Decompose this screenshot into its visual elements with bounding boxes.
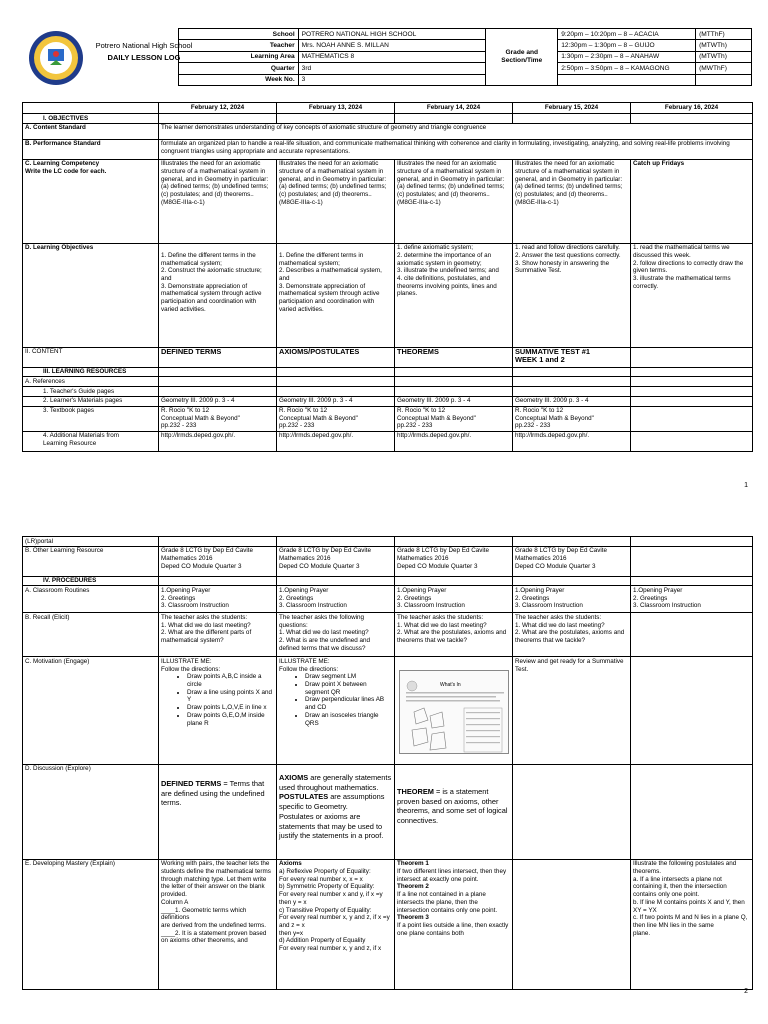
row-value: formulate an organized plan to handle a real-life situation, and communicate mathematical thinking with coherence and clarity in formulating, investigating, analyzing, and solving real-life problems involving congruent triangles using appropriate and accurate representations. [159,139,753,159]
worksheet-thumbnail-image [399,670,509,754]
discussion-day-5 [631,764,753,859]
list-item: • Draw segment LM [305,673,392,681]
date-header-row [23,103,753,114]
cell-day-1: Illustrates the need for an axiomatic structure of a mathematical system in general, and in Geometry in particular: (a) defined terms; (b) undefined terms; (c) postulates; and (d) theorems.. (M8GE-IIIa-c-1) [159,159,277,243]
cell-day-4 [513,387,631,397]
axioms-heading: Axioms [279,860,302,868]
cell-day-5: 1.Opening Prayer 2. Greetings 3. Classroom Instruction [631,586,753,613]
row-label: D. Discussion (Explore) [23,764,159,859]
motivation-day-1 [159,657,277,764]
field-value: 3 [298,74,486,85]
cell-day-3 [395,576,513,586]
cell-day-4 [513,537,631,547]
motivation-day-2 [277,657,395,764]
schedule-time: 9:20pm – 10:20pm – 8 – ACACIA [558,29,696,40]
table-row [23,159,753,243]
discussion-day-1 [159,764,277,859]
cell-day-4: Geometry III. 2009 p. 3 - 4 [513,396,631,406]
table-row [23,576,753,586]
row-label: 1. Teacher's Guide pages [23,387,159,397]
schedule-days: (MTThF) [696,29,752,40]
schedule-days: (MTWTh) [696,51,752,62]
page-separator [0,494,768,512]
field-label: Quarter [179,63,299,74]
list-item: • Draw point X between segment QR [305,681,392,696]
page-number: 2 [744,988,748,995]
cell-day-1: http://lrmds.deped.gov.ph/. [159,431,277,451]
term-axioms: AXIOMS [279,773,309,783]
cell-day-3: http://lrmds.deped.gov.ph/. [395,431,513,451]
field-value: POTRERO NATIONAL HIGH SCHOOL [298,29,486,40]
theorem-text: If two different lines intersect, then they intersect at exactly one point. [397,868,507,883]
cell-day-5 [631,377,753,387]
mastery-row [23,859,753,989]
table-row [23,139,753,159]
cell-day-4: SUMMATIVE TEST #1 WEEK 1 and 2 [513,347,631,367]
row-label: II. CONTENT [23,347,159,367]
page-number: 1 [744,482,748,489]
cell-day-5 [631,537,753,547]
motivation-list [279,673,392,727]
list-item: • Draw points G,E,O,M inside plane R [187,712,274,727]
cell-day-3: Grade 8 LCTG by Dep Ed Cavite Mathematics 2016 Deped CO Module Quarter 3 [395,546,513,576]
field-value: Mrs. NOAH ANNE S. MILLAN [298,40,486,51]
cell-day-2 [277,537,395,547]
cell-day-1: Grade 8 LCTG by Dep Ed Cavite Mathematics 2016 Deped CO Module Quarter 3 [159,546,277,576]
field-value: 3rd [298,63,486,74]
row-label: 3. Textbook pages [23,406,159,431]
cell-day-1: DEFINED TERMS [159,347,277,367]
cell-day-5 [631,387,753,397]
table-row [23,114,753,124]
lesson-log-table-page-1 [22,102,753,452]
cell-day-3 [395,367,513,377]
row-label: 2. Learner's Materials pages [23,396,159,406]
table-row [23,396,753,406]
cell-day-3 [395,387,513,397]
cell-day-3: 1. define axiomatic system; 2. determine the importance of an axiomatic system in geometry; 3. illustrate the undefined terms; and 4. cite definitions, postulates, and theorems involving points, lines and planes. [395,243,513,347]
field-label: Teacher [179,40,299,51]
school-seal-logo [28,30,84,86]
school-name: Potrero National High School [95,41,193,50]
cell-day-5 [631,576,753,586]
date-header: February 16, 2024 [631,103,753,114]
table-row [23,347,753,367]
discussion-day-4 [513,764,631,859]
lesson-log-table-page-2 [22,536,753,990]
cell-day-2 [277,576,395,586]
cell-day-4: 1.Opening Prayer 2. Greetings 3. Classroom Instruction [513,586,631,613]
cell-day-4: R. Rocio "K to 12 Conceptual Math & Beyond" pp.232 - 233 [513,406,631,431]
page-1 [0,0,768,494]
term-definition: = Terms that are defined using the undefined terms. [161,778,265,808]
cell-day-1: 1.Opening Prayer 2. Greetings 3. Classroom Instruction [159,586,277,613]
cell-day-4: 1. read and follow directions carefully. 2. Answer the test questions correctly. 3. Show honesty in answering the Summative Test. [513,243,631,347]
theorem-heading: Theorem 3 [397,914,429,922]
cell-day-1 [159,377,277,387]
cell-day-3 [395,377,513,387]
row-label: B. Recall (Elicit) [23,613,159,657]
table-row [23,406,753,431]
cell-day-3: Illustrates the need for an axiomatic structure of a mathematical system in general, and in Geometry in particular: (a) defined terms; (b) undefined terms; (c) postulates; and (d) theorems.. (M8GE-IIIa-c-1) [395,159,513,243]
row-label: D. Learning Objectives [23,243,159,347]
motivation-title: ILLUSTRATE ME: [279,657,330,665]
cell-day-1: 1. Define the different terms in the mathematical system; 2. Construct the axiomatic structure; and 3. Demonstrate appreciation of mathematical system through active participation and coordination with varied activities. [159,243,277,347]
row-label: A. References [23,377,159,387]
cell-day-2: AXIOMS/POSTULATES [277,347,395,367]
motivation-subtitle: Follow the directions: [161,665,221,673]
cell-day-2 [277,114,395,124]
cell-day-1: The teacher asks the students: 1. What did we do last meeting? 2. What are the different parts of mathematical system? [159,613,277,657]
cell-day-5 [631,347,753,367]
cell-day-4 [513,114,631,124]
table-row [23,546,753,576]
list-item: • Draw perpendicular lines AB and CD [305,696,392,711]
cell-day-4 [513,377,631,387]
cell-day-5 [631,546,753,576]
theorem-heading: Theorem 1 [397,860,429,868]
schedule-time [558,74,696,85]
cell-day-2 [277,367,395,377]
row-label: C. Learning Competency Write the LC code for each. [23,159,159,243]
motivation-row [23,657,753,764]
row-label: I. OBJECTIVES [23,114,159,124]
row-label: IV. PROCEDURES [23,576,159,586]
cell-day-4: http://lrmds.deped.gov.ph/. [513,431,631,451]
cell-day-4: Grade 8 LCTG by Dep Ed Cavite Mathematics 2016 Deped CO Module Quarter 3 [513,546,631,576]
header-info-table [178,28,752,86]
schedule-days [696,74,752,85]
cell-day-2: The teacher asks the following questions: 1. What did we do last meeting? 2. What is are the undefined and defined terms that we discuss? [277,613,395,657]
discussion-day-3 [395,764,513,859]
list-item: • Draw points L,O,V,E in line x [187,704,274,712]
cell-day-5 [631,396,753,406]
cell-day-5: Catch up Fridays [631,159,753,243]
field-label: Learning Area [179,51,299,62]
row-label: B. Other Learning Resource [23,546,159,576]
term-postulates: POSTULATES [279,792,329,802]
motivation-subtitle: Follow the directions: [279,665,339,673]
cell-day-2: R. Rocio "K to 12 Conceptual Math & Beyond" pp.232 - 233 [277,406,395,431]
cell-day-2: 1.Opening Prayer 2. Greetings 3. Classroom Instruction [277,586,395,613]
table-row [23,367,753,377]
cell-day-2: Illustrates the need for an axiomatic structure of a mathematical system in general, and in Geometry in particular: (a) defined terms; (b) undefined terms; (c) postulates; and (d) theorems.. (M8GE-IIIa-c-1) [277,159,395,243]
table-row [23,123,753,139]
motivation-title: ILLUSTRATE ME: [161,657,212,665]
cell-day-3: The teacher asks the students: 1. What did we do last meeting? 2. What are the postulates, axioms and theorems that we tackle? [395,613,513,657]
cell-day-5 [631,431,753,451]
cell-day-3 [395,537,513,547]
row-label: 4. Additional Materials from Learning Resource [23,431,159,451]
table-row [23,537,753,547]
table-row [23,586,753,613]
cell-day-2: http://lrmds.deped.gov.ph/. [277,431,395,451]
date-header-blank [23,103,159,114]
cell-day-4: The teacher asks the students: 1. What did we do last meeting? 2. What are the postulates, axioms and theorems that we tackle? [513,613,631,657]
row-label: III. LEARNING RESOURCES [23,367,159,377]
term-definition: are assumptions specific to Geometry. Postulates or axioms are statements that may be used to justify the statements in a proof. [279,792,385,841]
schedule-time: 12:30pm – 1:30pm – 8 – GUIJO [558,40,696,51]
page-2 [0,512,768,1024]
table-row [23,431,753,451]
date-header: February 13, 2024 [277,103,395,114]
list-item: • Draw a line using points X and Y [187,689,274,704]
cell-day-5 [631,613,753,657]
cell-day-1: Geometry III. 2009 p. 3 - 4 [159,396,277,406]
grade-section-label: Grade and Section/Time [486,29,558,86]
row-label: (LR)portal [23,537,159,547]
schedule-days: (MWThF) [696,63,752,74]
mastery-day-1: Working with pairs, the teacher lets the students define the mathematical terms through matching type. Let them write the letter of their answer on the blank provided. Column A ____1. Geometric terms which definitions are derived from the undefined terms. ____2. It is a statement proven based on axioms other theorems, and [159,859,277,989]
row-value: The learner demonstrates understanding of key concepts of axiomatic structure of geometry and triangle congruence [159,123,753,139]
axioms-list: a) Reflexive Property of Equality: For every real number x, x = x b) Symmetric Property of Equality: For every real number x and y, if x =y then y = x c) Transitive Property of Equality: For every real number x, y and z, if x =y and z = x then y=x d) Addition Property of Equality For every real number x, y and z, if x [279,868,390,953]
date-header: February 15, 2024 [513,103,631,114]
cell-day-4: Illustrates the need for an axiomatic structure of a mathematical system in general, and in Geometry in particular: (a) defined terms; (b) undefined terms; (c) postulates; and (d) theorems.. (M8GE-IIIa-c-1) [513,159,631,243]
cell-day-3: 1.Opening Prayer 2. Greetings 3. Classroom Instruction [395,586,513,613]
cell-day-5: 1. read the mathematical terms we discussed this week. 2. follow directions to correctly draw the given terms. 3. illustrate the mathematical terms correctly. [631,243,753,347]
table-row [23,387,753,397]
mastery-day-5: Illustrate the following postulates and theorems. a. If a line intersects a plane not containing it, then the intersection contains only one point. b. If line M contains points X and Y, then XY = YX c. If two points M and N lies in a plane Q, then line MN lies in the same plane. [631,859,753,989]
schedule-time: 1:30pm – 2:30pm – 8 – ANAHAW [558,51,696,62]
cell-day-1 [159,367,277,377]
cell-day-3: Geometry III. 2009 p. 3 - 4 [395,396,513,406]
cell-day-1 [159,387,277,397]
date-header: February 14, 2024 [395,103,513,114]
term-defined-terms: DEFINED TERMS [161,778,222,788]
motivation-day-5 [631,657,753,764]
cell-day-2: Grade 8 LCTG by Dep Ed Cavite Mathematics 2016 Deped CO Module Quarter 3 [277,546,395,576]
header [22,28,752,92]
motivation-list [161,673,274,727]
cell-day-1 [159,537,277,547]
log-title: DAILY LESSON LOG [107,53,181,62]
cell-day-3 [395,114,513,124]
mastery-day-4 [513,859,631,989]
cell-day-5 [631,114,753,124]
date-header: February 12, 2024 [159,103,277,114]
cell-day-3: THEOREMS [395,347,513,367]
cell-day-2: Geometry III. 2009 p. 3 - 4 [277,396,395,406]
row-label: B. Performance Standard [23,139,159,159]
mastery-day-3 [395,859,513,989]
cell-day-1 [159,114,277,124]
theorem-heading: Theorem 2 [397,883,429,891]
theorem-text: If a point lies outside a line, then exactly one plane contains both [397,921,509,937]
cell-day-5 [631,406,753,431]
cell-day-2 [277,377,395,387]
cell-day-3: R. Rocio "K to 12 Conceptual Math & Beyond" pp.232 - 233 [395,406,513,431]
mastery-day-2 [277,859,395,989]
list-item: • Draw an isosceles triangle QRS [305,712,392,727]
field-label: Week No. [179,74,299,85]
discussion-row [23,764,753,859]
schedule-time: 2:50pm – 3:50pm – 8 – KAMAGONG [558,63,696,74]
row-label: E. Developing Mastery (Explain) [23,859,159,989]
cell-day-4 [513,576,631,586]
motivation-day-3 [395,657,513,764]
motivation-day-4: Review and get ready for a Summative Test. [513,657,631,764]
cell-day-4 [513,367,631,377]
cell-day-1: R. Rocio "K to 12 Conceptual Math & Beyond" pp.232 - 233 [159,406,277,431]
field-label: School [179,29,299,40]
thumbnail-title: What's In [440,682,461,689]
cell-day-5 [631,367,753,377]
table-row [23,613,753,657]
row-label: A. Content Standard [23,123,159,139]
table-row [23,243,753,347]
cell-day-2 [277,387,395,397]
term-definition: = is a statement proven based on axioms, other theorems, and some set of logical connectives. [397,786,508,825]
table-row [23,377,753,387]
term-theorem: THEOREM [397,786,434,796]
cell-day-2: 1. Define the different terms in mathematical system; 2. Describes a mathematical system, and 3. Demonstrate appreciation of mathematical system through active participation and coordination with varied activities. [277,243,395,347]
term-definition: are generally statements used throughout mathematics. [279,773,392,792]
row-label: A. Classroom Routines [23,586,159,613]
field-value: MATHEMATICS 8 [298,51,486,62]
list-item: • Draw points A,B,C inside a circle [187,673,274,688]
cell-day-1 [159,576,277,586]
row-label: C. Motivation (Engage) [23,657,159,764]
theorem-text: If a line not contained in a plane intersects the plane, then the intersection contains only one point. [397,891,498,914]
discussion-day-2 [277,764,395,859]
schedule-days: (MTWTh) [696,40,752,51]
